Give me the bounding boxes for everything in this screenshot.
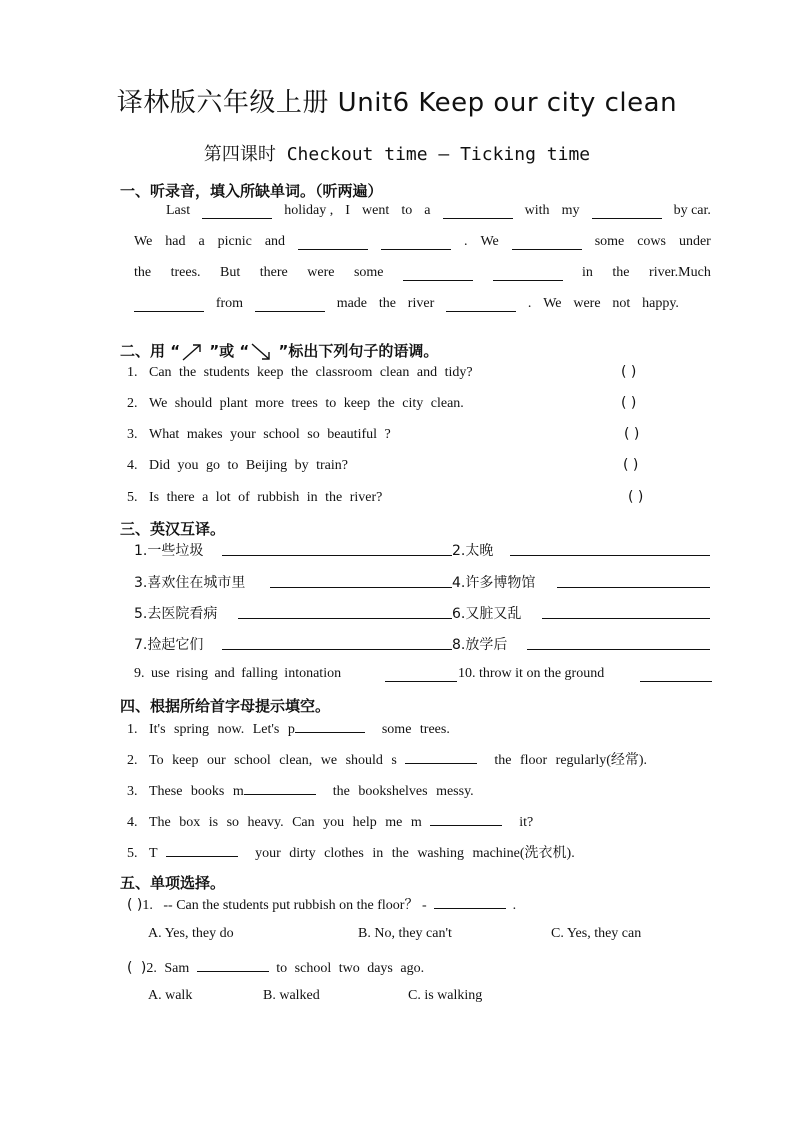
- intonation-item-2: 2. We should plant more trees to keep the city clean.: [127, 396, 464, 411]
- section-1-line-3: the trees. But there were some in the river.Much: [134, 265, 711, 280]
- choice-option-1b[interactable]: B. No, they can't: [358, 926, 452, 941]
- answer-parenthesis[interactable]: ( ): [624, 426, 640, 442]
- translation-item-10: 10. throw it on the ground: [458, 666, 605, 681]
- answer-blank[interactable]: [381, 235, 451, 250]
- section-1-line-1: Last holiday , I went to a with my by car.: [166, 203, 711, 218]
- fill-item-5: 5. T your dirty clothes in the washing machine(洗衣机).: [127, 842, 575, 862]
- answer-parenthesis[interactable]: ( ): [623, 457, 639, 473]
- choice-option-1a[interactable]: A. Yes, they do: [148, 926, 234, 941]
- falling-arrow-icon: [249, 342, 273, 362]
- answer-blank[interactable]: [434, 894, 506, 909]
- intonation-item-5: 5. Is there a lot of rubbish in the river?: [127, 490, 383, 505]
- answer-blank[interactable]: [640, 667, 712, 682]
- translation-item-6: 6.又脏又乱: [452, 606, 522, 622]
- translation-item-2: 2.太晚: [452, 543, 494, 559]
- translation-item-1: 1.一些垃圾: [134, 543, 204, 559]
- answer-blank[interactable]: [222, 635, 452, 650]
- answer-blank[interactable]: [512, 235, 582, 250]
- answer-blank[interactable]: [295, 718, 365, 733]
- translation-item-8: 8.放学后: [452, 637, 508, 653]
- section-5-heading: 五、单项选择。: [120, 874, 226, 892]
- translation-item-5: 5.去医院看病: [134, 606, 218, 622]
- choice-question-1: ( )1. -- Can the students put rubbish on the floor？ - .: [127, 894, 516, 914]
- answer-blank[interactable]: [197, 957, 269, 972]
- answer-blank[interactable]: [443, 204, 513, 219]
- fill-item-3: 3. These books m the bookshelves messy.: [127, 780, 474, 800]
- translation-item-7: 7.捡起它们: [134, 637, 204, 653]
- fill-item-4: 4. The box is so heavy. Can you help me m it?: [127, 811, 533, 831]
- answer-blank[interactable]: [446, 297, 516, 312]
- answer-blank[interactable]: [527, 635, 710, 650]
- answer-blank[interactable]: [510, 541, 710, 556]
- intonation-item-1: 1. Can the students keep the classroom clean and tidy?: [127, 365, 473, 380]
- answer-blank[interactable]: [166, 842, 238, 857]
- fill-item-1: 1. It's spring now. Let's p some trees.: [127, 718, 450, 738]
- page-subtitle: 第四课时 Checkout time – Ticking time: [203, 144, 591, 165]
- answer-parenthesis[interactable]: ( ): [628, 489, 644, 505]
- answer-blank[interactable]: [385, 667, 457, 682]
- answer-blank[interactable]: [430, 811, 502, 826]
- answer-blank[interactable]: [255, 297, 325, 312]
- fill-item-2: 2. To keep our school clean, we should s the floor regularly(经常).: [127, 749, 647, 769]
- section-3-heading: 三、英汉互译。: [120, 520, 226, 538]
- translation-item-4: 4.许多博物馆: [452, 575, 536, 591]
- answer-parenthesis[interactable]: ( ): [621, 364, 637, 380]
- answer-blank[interactable]: [403, 266, 473, 281]
- choice-option-2b[interactable]: B. walked: [263, 988, 320, 1003]
- choice-option-2a[interactable]: A. walk: [148, 988, 193, 1003]
- section-2-heading: 二、用 “ ”或 “ ”标出下列句子的语调。: [120, 342, 439, 360]
- intonation-item-4: 4. Did you go to Beijing by train?: [127, 458, 348, 473]
- rising-arrow-icon: [180, 342, 204, 362]
- page-title: 译林版六年级上册 Unit6 Keep our city clean: [116, 88, 678, 118]
- section-1-line-2: We had a picnic and . We some cows under: [134, 234, 711, 249]
- answer-blank[interactable]: [298, 235, 368, 250]
- section-1-heading: 一、听录音，填入所缺单词。（听两遍）: [120, 182, 383, 200]
- choice-question-2: ( )2. Sam to school two days ago.: [127, 957, 424, 977]
- answer-blank[interactable]: [542, 604, 710, 619]
- translation-item-9: 9. use rising and falling intonation: [134, 666, 342, 681]
- answer-blank[interactable]: [270, 573, 452, 588]
- answer-blank[interactable]: [222, 541, 452, 556]
- answer-parenthesis[interactable]: ( ): [127, 960, 147, 976]
- answer-blank[interactable]: [202, 204, 272, 219]
- translation-item-3: 3.喜欢住在城市里: [134, 575, 246, 591]
- answer-blank[interactable]: [557, 573, 710, 588]
- answer-parenthesis[interactable]: ( ): [127, 897, 143, 913]
- answer-parenthesis[interactable]: ( ): [621, 395, 637, 411]
- section-4-heading: 四、根据所给首字母提示填空。: [120, 697, 331, 715]
- answer-blank[interactable]: [134, 297, 204, 312]
- intonation-item-3: 3. What makes your school so beautiful ?: [127, 427, 391, 442]
- choice-option-2c[interactable]: C. is walking: [408, 988, 483, 1003]
- choice-option-1c[interactable]: C. Yes, they can: [551, 926, 642, 941]
- answer-blank[interactable]: [238, 604, 452, 619]
- answer-blank[interactable]: [592, 204, 662, 219]
- answer-blank[interactable]: [244, 780, 316, 795]
- answer-blank[interactable]: [405, 749, 477, 764]
- section-1-line-4: from made the river . We were not happy.: [134, 296, 679, 312]
- answer-blank[interactable]: [493, 266, 563, 281]
